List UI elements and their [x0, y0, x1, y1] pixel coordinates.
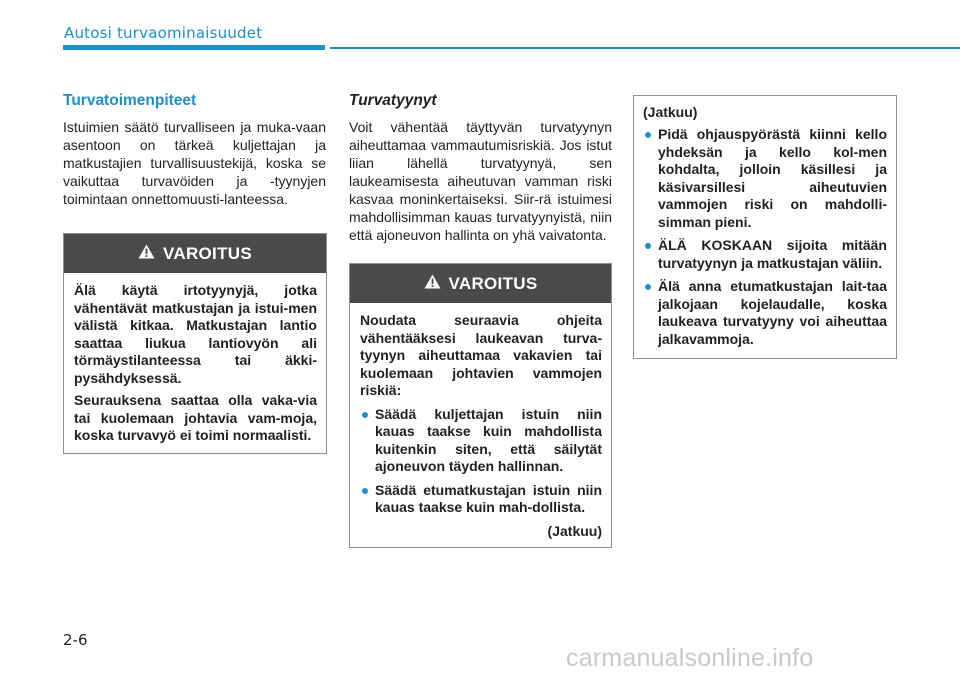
warning-triangle-icon	[424, 274, 441, 294]
warning-box-cushions	[63, 233, 327, 454]
warning-header	[64, 234, 326, 273]
warning-body	[64, 273, 326, 453]
watermark: carmanualsonline.info	[566, 644, 814, 672]
warning-body	[350, 303, 611, 547]
warning-intro: Noudata seuraavia ohjeita vähentääksesi laukeavan turva-tyynyn aiheuttamaa vakavien tai kuolemaan johtavien vammojen riskiä:	[360, 312, 602, 398]
warning-triangle-icon	[138, 244, 155, 264]
header-rule-thin	[330, 47, 960, 49]
chapter-title: Autosi turvaominaisuudet	[64, 24, 263, 42]
warning-bullet: Älä anna etumatkustajan lait-taa jalkojaan kojelaudalle, koska laukeava turvatyyny voi aiheuttaa jalkavammoja.	[643, 278, 887, 348]
warning-bullet: ÄLÄ KOSKAAN sijoita mitään turvatyynyn ja matkustajan väliin.	[643, 237, 887, 272]
warning-paragraph: Seurauksena saattaa olla vaka-via tai kuolemaan johtavia vam-moja, koska turvavyö ei toimi normaalisti.	[74, 392, 317, 443]
continued-label: (Jatkuu)	[547, 522, 602, 539]
intro-paragraph: Istuimien säätö turvalliseen ja muka-vaan asentoon on tärkeä kuljettajan ja matkustajien turvallisuustekijä, koska se vaikuttaa turvavöiden ja -tyynyjen toimintaan onnettomuusti-lanteessa.	[63, 119, 326, 207]
warning-box-continued	[633, 95, 897, 359]
page-number: 2-6	[63, 631, 88, 649]
left-column	[63, 92, 326, 208]
middle-column	[349, 92, 612, 244]
airbag-paragraph: Voit vähentää täyttyvän turvatyynyn aiheuttamaa vammautumisriskiä. Jos istut liian lähellä turvatyynyä, sen laukeamisesta aiheutuvan vamman riski kasvaa moninkertaiseksi. Siir-rä istuimesi mahdollisimman kauas turvatyynyistä, niin että ajoneuvon hallinta on yhä vaivatonta.	[349, 119, 612, 243]
warning-bullet: Säädä kuljettajan istuin niin kauas taakse kuin mahdollista kuitenkin siten, että säilytät ajoneuvon täyden hallinnan.	[360, 406, 602, 476]
warning-body	[634, 96, 896, 358]
section-title-safety-measures: Turvatoimenpiteet	[63, 92, 197, 109]
warning-heading: VAROITUS	[448, 273, 538, 293]
warning-bullet-list	[643, 126, 887, 348]
warning-bullet: Pidä ohjauspyörästä kiinni kello yhdeksän ja kello kol-men kohdalta, jolloin käsillesi ja käsivarsillesi aiheutuvien vammojen riski on mahdolli-simman pieni.	[643, 126, 887, 231]
warning-heading: VAROITUS	[163, 243, 252, 263]
warning-paragraph: Älä käytä irtotyynyjä, jotka vähentävät matkustajan ja istui-men välistä kitkaa. Matkustajan lantio saattaa liukua lantiovyön ali törmäystilanteessa tai äkki-pysähdyksessä.	[74, 282, 317, 386]
section-title-airbags: Turvatyynyt	[349, 92, 437, 109]
header-rule-thick	[63, 45, 325, 50]
warning-box-airbags	[349, 263, 612, 548]
warning-bullet: Säädä etumatkustajan istuin niin kauas taakse kuin mah-dollista.	[360, 482, 602, 517]
warning-header	[350, 264, 611, 303]
warning-bullet-list	[360, 406, 602, 517]
continued-label: (Jatkuu)	[643, 104, 698, 120]
